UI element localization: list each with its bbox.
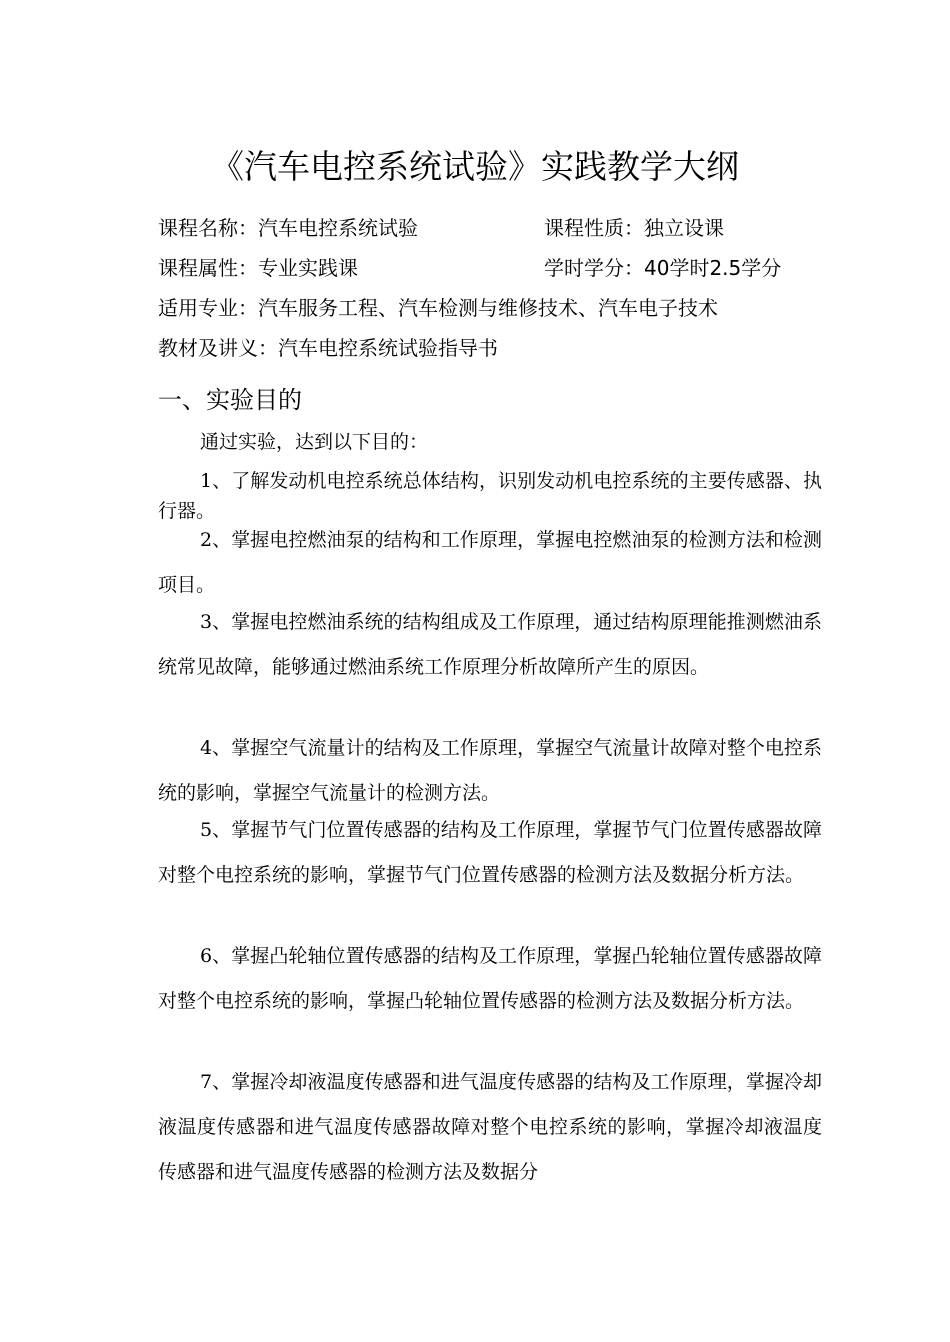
majors-label: 适用专业：	[158, 296, 258, 320]
course-nature-value: 独立设课	[644, 216, 724, 240]
section-intro: 通过实验，达到以下目的：	[200, 431, 429, 453]
materials-row	[158, 334, 498, 362]
course-attr-value: 专业实践课	[258, 256, 358, 280]
course-nature-row	[544, 214, 724, 242]
hours-credits-label: 学时学分：	[544, 256, 644, 280]
course-attr-row	[158, 254, 358, 282]
course-name-value: 汽车电控系统试验	[258, 216, 418, 240]
course-attr-label: 课程属性：	[158, 256, 258, 280]
section-heading-objectives: 一、实验目的	[158, 386, 302, 414]
majors-row	[158, 294, 718, 322]
hours-credits-row	[544, 254, 781, 282]
objective-item-5: 5、掌握节气门位置传感器的结构及工作原理，掌握节气门位置传感器故障对整个电控系统的影响，掌握节气门位置传感器的检测方法及数据分析方法。	[158, 819, 822, 886]
objective-item-6: 6、掌握凸轮轴位置传感器的结构及工作原理，掌握凸轮轴位置传感器故障对整个电控系统的影响，掌握凸轮轴位置传感器的检测方法及数据分析方法。	[158, 945, 822, 1012]
course-name-label: 课程名称：	[158, 216, 258, 240]
objective-item-2: 2、掌握电控燃油泵的结构和工作原理，掌握电控燃油泵的检测方法和检测项目。	[158, 529, 822, 596]
majors-value: 汽车服务工程、汽车检测与维修技术、汽车电子技术	[258, 296, 718, 320]
hours-credits-value: 40学时2.5学分	[644, 256, 782, 280]
objective-item-1: 1、了解发动机电控系统总体结构，识别发动机电控系统的主要传感器、执行器。	[158, 470, 822, 522]
materials-value: 汽车电控系统试验指导书	[278, 336, 498, 360]
course-name-row	[158, 214, 418, 242]
objective-item-7: 7、掌握冷却液温度传感器和进气温度传感器的结构及工作原理，掌握冷却液温度传感器和进气温度传感器故障对整个电控系统的影响，掌握冷却液温度传感器和进气温度传感器的检测方法及数据分	[158, 1071, 822, 1183]
objective-item-3: 3、掌握电控燃油系统的结构组成及工作原理，通过结构原理能推测燃油系统常见故障，能够通过燃油系统工作原理分析故障所产生的原因。	[158, 611, 822, 678]
objective-item-4: 4、掌握空气流量计的结构及工作原理，掌握空气流量计故障对整个电控系统的影响，掌握空气流量计的检测方法。	[158, 737, 822, 804]
course-nature-label: 课程性质：	[544, 216, 644, 240]
materials-label: 教材及讲义：	[158, 336, 278, 360]
document-title: 《汽车电控系统试验》实践教学大纲	[211, 147, 739, 186]
